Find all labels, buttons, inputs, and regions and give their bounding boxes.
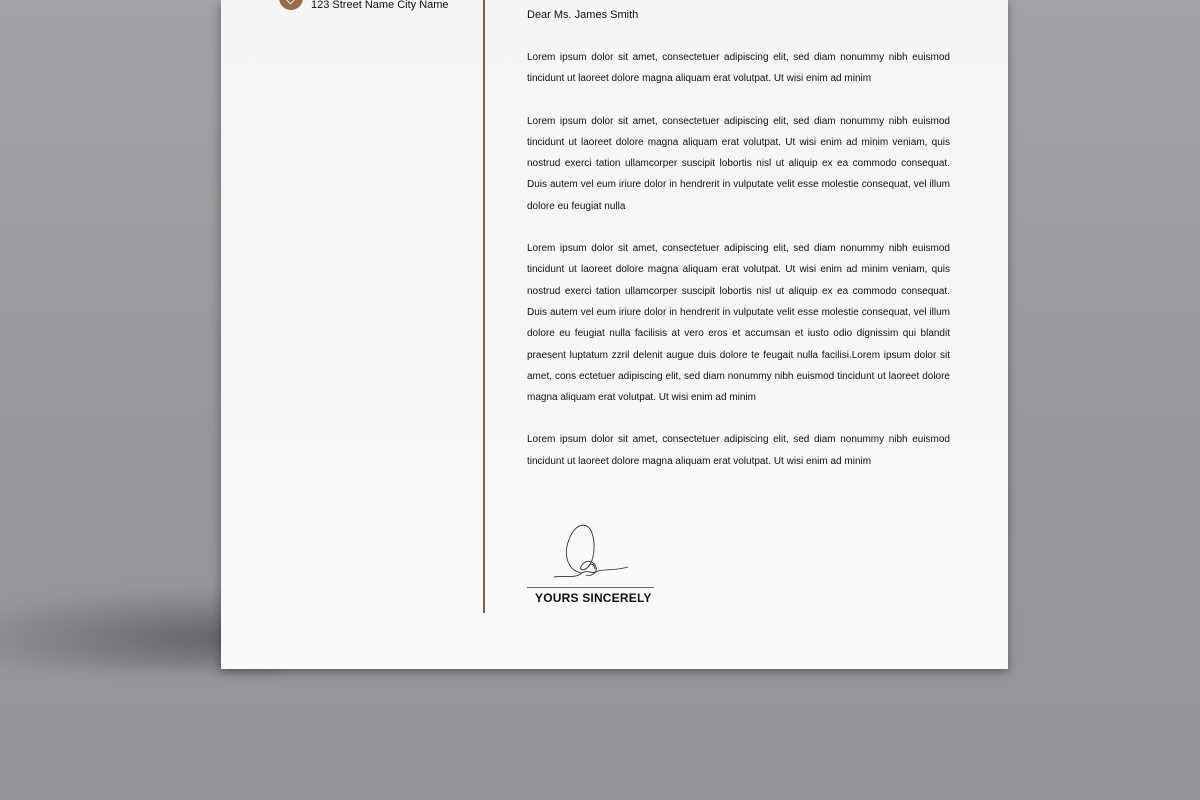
signature-line bbox=[527, 587, 654, 588]
letter-body bbox=[527, 5, 950, 493]
letter-paragraph: Lorem ipsum dolor sit amet, consectetuer adipiscing elit, sed diam nonummy nibh euismod tincidunt ut laoreet dolore magna aliquam erat volutpat. Ut wisi enim ad minim bbox=[527, 52, 950, 85]
contact-address: 123 Street Name City Name bbox=[311, 0, 449, 11]
handwritten-signature bbox=[548, 515, 638, 585]
closing-text: YOURS SINCERELY bbox=[535, 591, 652, 605]
letter-paragraph: Lorem ipsum dolor sit amet, consectetuer adipiscing elit, sed diam nonummy nibh euismod tincidunt ut laoreet dolore magna aliquam erat volutpat. Ut wisi enim ad minim bbox=[527, 434, 950, 467]
letter-paragraph: Lorem ipsum dolor sit amet, consectetuer adipiscing elit, sed diam nonummy nibh euismod tincidunt ut laoreet dolore magna aliquam erat volutpat. Ut wisi enim ad minim veniam, quis nostrud exerci tation ullamcorper suscipit lobortis nisl ut aliquip ex ea commodo consequat. Duis autem vel eum iriure dolor in hendrerit in vulputate velit esse molestie consequat, vel illum dolore eu feugiat nulla facilisis at vero eros et accumsan et iusto odio dignissim qui blandit praesent luptatum zzril delenit augue duis dolore te feugait nulla facilisi.Lorem ipsum dolor sit amet, cons ectetuer adipiscing elit, sed diam nonummy nibh euismod tincidunt ut laoreet dolore magna aliquam erat volutpat. Ut wisi enim ad minim bbox=[527, 243, 950, 404]
salutation: Dear Ms. James Smith bbox=[527, 9, 639, 21]
vertical-divider bbox=[483, 0, 485, 613]
letter-paragraph: Lorem ipsum dolor sit amet, consectetuer adipiscing elit, sed diam nonummy nibh euismod tincidunt ut laoreet dolore magna aliquam erat volutpat. Ut wisi enim ad minim veniam, quis nostrud exerci tation ullamcorper suscipit lobortis nisl ut aliquip ex ea commodo consequat. Duis autem vel eum iriure dolor in hendrerit in vulputate velit esse molestie consequat, vel illum dolore eu feugiat nulla bbox=[527, 115, 950, 212]
